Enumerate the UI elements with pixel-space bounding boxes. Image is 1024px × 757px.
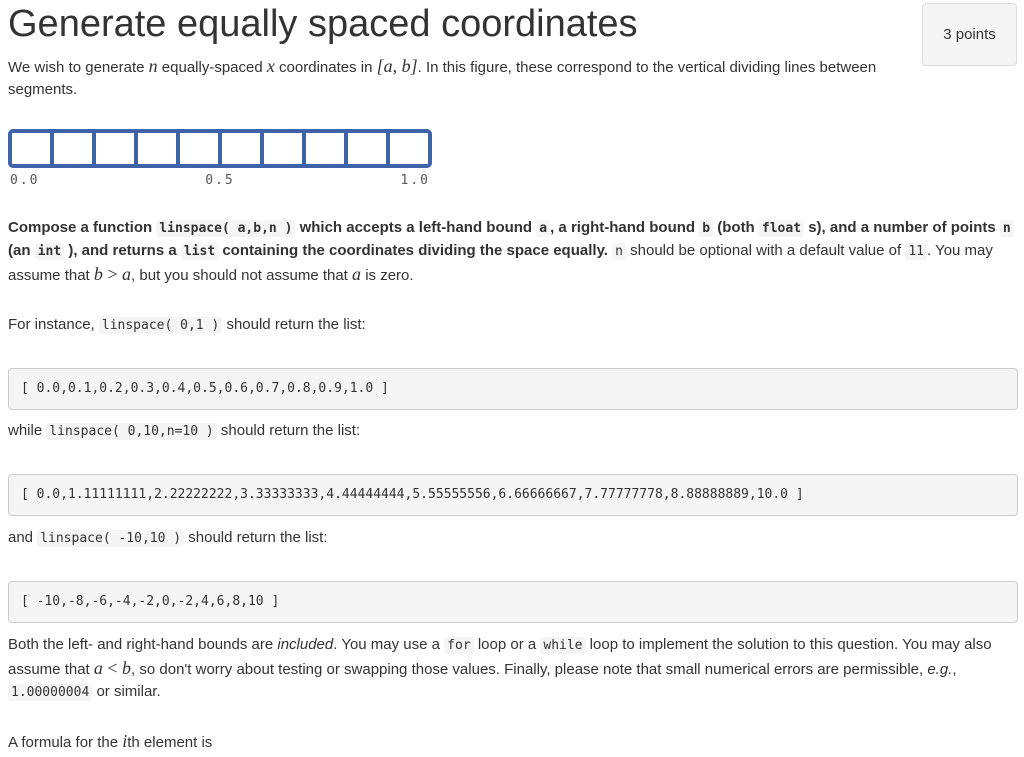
- compose-text-5: s), and a number of points: [804, 219, 1000, 236]
- compose-text-11: . You may assume that: [8, 242, 993, 284]
- code-int: int: [35, 243, 64, 260]
- code-linspace-0-10-n10: linspace( 0,10,n=10 ): [46, 423, 216, 440]
- tick-label: 0.0: [10, 173, 40, 188]
- math-n: n: [148, 56, 158, 76]
- code-while: while: [540, 637, 585, 654]
- intro-text-1: We wish to generate: [8, 59, 149, 76]
- intro-text-3: coordinates in: [274, 59, 377, 76]
- and-text-2: should return the list:: [184, 529, 328, 546]
- math-b: b: [93, 264, 103, 284]
- code-linspace-signature: linspace( a,b,n ): [156, 220, 295, 237]
- formula-paragraph: [8, 730, 212, 754]
- code-a: a: [536, 220, 550, 237]
- both-text-5: , so don't worry about testing or swapping those values. Finally, please note that small numerical errors are permissible,: [131, 661, 928, 678]
- compose-text-7: ), and returns a: [64, 242, 181, 259]
- both-text-1: Both the left- and right-hand bounds are: [8, 636, 278, 653]
- math-interval: [a, b]: [376, 56, 418, 76]
- code-for: for: [444, 637, 473, 654]
- math-a-lt: a: [93, 658, 103, 678]
- code-linspace-neg10-10: linspace( -10,10 ): [37, 530, 184, 547]
- compose-text-13: is zero.: [361, 267, 414, 284]
- compose-text-6: (an: [8, 242, 35, 259]
- formula-text-1: A formula for the: [8, 734, 123, 751]
- included-emphasis: included: [277, 636, 334, 653]
- output-block-1: [ 0.0,0.1,0.2,0.3,0.4,0.5,0.6,0.7,0.8,0.9,1.0 ]: [8, 368, 1018, 410]
- math-lt: <: [102, 658, 123, 678]
- both-text-4: loop to implement the solution to this question. You may also assume that: [8, 636, 992, 678]
- intro-text-4: . In this figure, these correspond to the vertical dividing lines between segments.: [8, 59, 877, 98]
- formula-text-2: th element is: [127, 734, 213, 751]
- and-paragraph: [8, 527, 328, 550]
- math-x: x: [266, 56, 275, 76]
- compose-text-12: , but you should not assume that: [131, 267, 353, 284]
- compose-text-2: which accepts a left-hand bound: [295, 219, 537, 236]
- both-text-3: loop or a: [473, 636, 541, 653]
- math-b-lt: b: [122, 658, 132, 678]
- intro-text-2: equally-spaced: [157, 59, 267, 76]
- both-text-7: or similar.: [92, 683, 161, 700]
- code-list: list: [181, 243, 218, 260]
- intro-paragraph: [8, 55, 908, 101]
- bounds-paragraph: [8, 634, 1020, 704]
- code-float: float: [759, 220, 804, 237]
- compose-text-1: Compose a function: [8, 219, 157, 236]
- compose-text-10: should be optional with a default value of: [625, 242, 906, 259]
- tick-label: 1.0: [400, 173, 430, 188]
- code-linspace-0-1: linspace( 0,1 ): [99, 317, 222, 334]
- code-default-11: 11: [905, 243, 927, 260]
- while-text-1: while: [8, 422, 47, 439]
- segment-figure: [0, 122, 440, 192]
- output-block-2: [ 0.0,1.11111111,2.22222222,3.33333333,4.44444444,5.55555556,6.66666667,7.77777778,8.88888889,10.0 ]: [8, 474, 1018, 516]
- code-n: n: [1000, 220, 1014, 237]
- output-block-3: [ -10,-8,-6,-4,-2,0,-2,4,6,8,10 ]: [8, 581, 1018, 623]
- instance-paragraph: [8, 314, 366, 337]
- instance-text-1: For instance,: [8, 316, 99, 333]
- both-text-2: . You may use a: [333, 636, 445, 653]
- math-a-zero: a: [352, 264, 362, 284]
- while-paragraph: [8, 420, 360, 443]
- math-i: i: [122, 731, 128, 751]
- tick-label: 0.5: [205, 173, 235, 188]
- and-text-1: and: [8, 529, 38, 546]
- while-text-2: should return the list:: [216, 422, 361, 439]
- compose-text-8: containing the coordinates dividing the space equally.: [218, 242, 608, 259]
- compose-text-4: (both: [713, 219, 759, 236]
- code-b: b: [699, 220, 713, 237]
- both-text-6: ,: [952, 661, 957, 678]
- eg-emphasis: e.g.: [927, 661, 953, 678]
- compose-text-3: , a right-hand bound: [550, 219, 700, 236]
- compose-paragraph: [8, 217, 1018, 287]
- page-title: Generate equally spaced coordinates: [8, 3, 638, 45]
- code-error-example: 1.00000004: [8, 684, 92, 701]
- instance-text-2: should return the list:: [222, 316, 366, 333]
- code-n-optional: n: [612, 243, 626, 260]
- points-badge: 3 points: [922, 3, 1017, 66]
- math-gt: >: [102, 264, 123, 284]
- math-a: a: [122, 264, 132, 284]
